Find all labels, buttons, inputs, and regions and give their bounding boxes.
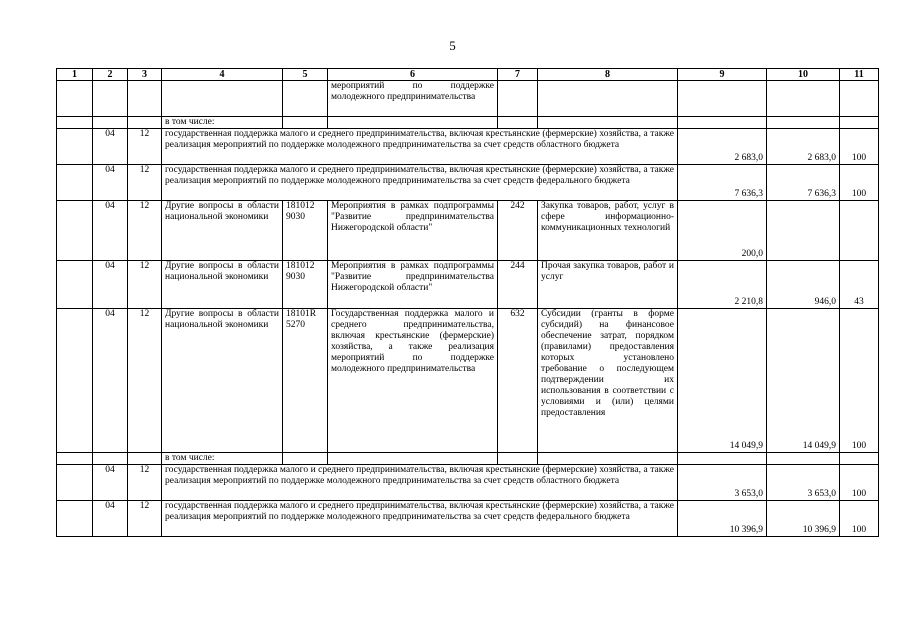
cell-section-name: Другие вопросы в области национальной экономики: [162, 261, 283, 309]
cell-percent: 100: [840, 309, 879, 453]
cell-planned: 2 683,0: [678, 129, 767, 165]
table-row: [57, 201, 879, 261]
table-row: [57, 465, 879, 501]
cell-col-11: [840, 117, 879, 129]
cell-col-7: [498, 81, 538, 117]
column-header-4: 4: [162, 69, 283, 81]
column-header-7: 7: [498, 69, 538, 81]
cell-col-9: [678, 81, 767, 117]
cell-description: государственная поддержка малого и среднего предпринимательства, включая крестьянские (фермерские) хозяйства, а также реализация мероприятий по поддержке молодежного предпринимательства за счет средств областного бюджета: [162, 129, 678, 165]
cell-col-10: [767, 453, 840, 465]
cell-col-1: [57, 465, 93, 501]
table-row: [57, 165, 879, 201]
cell-col-6: [328, 117, 498, 129]
column-header-3: 3: [128, 69, 162, 81]
cell-percent: 43: [840, 261, 879, 309]
cell-percent: 100: [840, 501, 879, 537]
cell-planned: 200,0: [678, 201, 767, 261]
cell-executed: 7 636,3: [767, 165, 840, 201]
cell-col-4: [162, 81, 283, 117]
cell-event: Мероприятия в рамках подпрограммы "Развитие предпринимательства Нижегородской области": [328, 261, 498, 309]
cell-section-name: Другие вопросы в области национальной экономики: [162, 309, 283, 453]
cell-col-1: [57, 117, 93, 129]
column-header-10: 10: [767, 69, 840, 81]
column-header-9: 9: [678, 69, 767, 81]
cell-description: государственная поддержка малого и среднего предпринимательства, включая крестьянские (фермерские) хозяйства, а также реализация мероприятий по поддержке молодежного предпринимательства за счет средств областного бюджета: [162, 465, 678, 501]
cell-expense-name: Прочая закупка товаров, работ и услуг: [538, 261, 678, 309]
table-row: [57, 309, 879, 453]
cell-col-6: [328, 453, 498, 465]
header-row: [57, 69, 879, 81]
cell-section: 04: [93, 309, 128, 453]
cell-executed: 10 396,9: [767, 501, 840, 537]
cell-col-10: [767, 117, 840, 129]
cell-col-1: [57, 501, 93, 537]
cell-col-7: [498, 117, 538, 129]
cell-expense-name: Закупка товаров, работ, услуг в сфере информационно-коммуникационных технологий: [538, 201, 678, 261]
cell-col-1: [57, 81, 93, 117]
cell-col-1: [57, 309, 93, 453]
cell-percent: 100: [840, 129, 879, 165]
table-row: [57, 501, 879, 537]
cell-planned: 7 636,3: [678, 165, 767, 201]
cell-subsection: 12: [128, 465, 162, 501]
cell-col-5: [283, 453, 328, 465]
column-header-6: 6: [328, 69, 498, 81]
cell-planned: 10 396,9: [678, 501, 767, 537]
cell-col-2: [93, 453, 128, 465]
table-row: [57, 453, 879, 465]
cell-section: 04: [93, 129, 128, 165]
cell-col-2: [93, 117, 128, 129]
cell-description: государственная поддержка малого и среднего предпринимательства, включая крестьянские (фермерские) хозяйства, а также реализация мероприятий по поддержке молодежного предпринимательства за счет средств федерального бюджета: [162, 501, 678, 537]
cell-col-2: [93, 81, 128, 117]
column-header-2: 2: [93, 69, 128, 81]
cell-executed: 3 653,0: [767, 465, 840, 501]
cell-col-5: [283, 81, 328, 117]
cell-subsection: 12: [128, 165, 162, 201]
cell-planned: 3 653,0: [678, 465, 767, 501]
cell-percent: [840, 201, 879, 261]
cell-planned: 2 210,8: [678, 261, 767, 309]
cell-expense-type: 244: [498, 261, 538, 309]
cell-col-1: [57, 261, 93, 309]
table-row: [57, 117, 879, 129]
cell-col-3: [128, 81, 162, 117]
cell-subsection: 12: [128, 501, 162, 537]
cell-col-3: [128, 117, 162, 129]
cell-col-8: [538, 81, 678, 117]
cell-col-11: [840, 453, 879, 465]
including-label: в том числе:: [162, 453, 283, 465]
cell-col-7: [498, 453, 538, 465]
cell-section: 04: [93, 465, 128, 501]
cell-subsection: 12: [128, 201, 162, 261]
cell-expense-type: 242: [498, 201, 538, 261]
table-row: [57, 261, 879, 309]
cell-executed: 2 683,0: [767, 129, 840, 165]
including-label: в том числе:: [162, 117, 283, 129]
cell-executed: [767, 201, 840, 261]
cell-target-code: 181012 9030: [283, 201, 328, 261]
cell-description: государственная поддержка малого и среднего предпринимательства, включая крестьянские (фермерские) хозяйства, а также реализация мероприятий по поддержке молодежного предпринимательства за счет средств федерального бюджета: [162, 165, 678, 201]
cell-col-1: [57, 129, 93, 165]
cell-event: Мероприятия в рамках подпрограммы "Развитие предпринимательства Нижегородской области": [328, 201, 498, 261]
cell-executed: 14 049,9: [767, 309, 840, 453]
cell-section: 04: [93, 501, 128, 537]
cell-col-9: [678, 117, 767, 129]
cell-col-9: [678, 453, 767, 465]
cell-section: 04: [93, 261, 128, 309]
cell-expense-type: 632: [498, 309, 538, 453]
cell-target-code: 181012 9030: [283, 261, 328, 309]
cell-col-5: [283, 117, 328, 129]
cell-col-8: [538, 453, 678, 465]
cell-subsection: 12: [128, 261, 162, 309]
cell-subsection: 12: [128, 309, 162, 453]
cell-col-3: [128, 453, 162, 465]
cell-percent: 100: [840, 165, 879, 201]
cell-section-name: Другие вопросы в области национальной экономики: [162, 201, 283, 261]
budget-table: [56, 68, 879, 537]
page-number: 5: [449, 38, 456, 53]
cell-event: Государственная поддержка малого и среднего предпринимательства, включая крестьянские (фермерские) хозяйства, а также реализация мероприятий по поддержке молодежного предпринимательства: [328, 309, 498, 453]
cell-section: 04: [93, 165, 128, 201]
cell-target-code: 18101R 5270: [283, 309, 328, 453]
cell-planned: 14 049,9: [678, 309, 767, 453]
cell-col-8: [538, 117, 678, 129]
cell-col-10: [767, 81, 840, 117]
cell-col-11: [840, 81, 879, 117]
table-row: [57, 129, 879, 165]
column-header-1: 1: [57, 69, 93, 81]
cell-event: мероприятий по поддержке молодежного предпринимательства: [328, 81, 498, 117]
cell-percent: 100: [840, 465, 879, 501]
cell-section: 04: [93, 201, 128, 261]
column-header-5: 5: [283, 69, 328, 81]
column-header-11: 11: [840, 69, 879, 81]
cell-executed: 946,0: [767, 261, 840, 309]
cell-col-1: [57, 165, 93, 201]
column-header-8: 8: [538, 69, 678, 81]
cell-subsection: 12: [128, 129, 162, 165]
cell-expense-name: Субсидии (гранты в форме субсидий) на финансовое обеспечение затрат, порядком (правилами) предоставления которых установлено требование о последующем подтверждении их использования в соответствии с условиями и (или) целями предоставления: [538, 309, 678, 453]
cell-col-1: [57, 453, 93, 465]
cell-col-1: [57, 201, 93, 261]
table-row: [57, 81, 879, 117]
